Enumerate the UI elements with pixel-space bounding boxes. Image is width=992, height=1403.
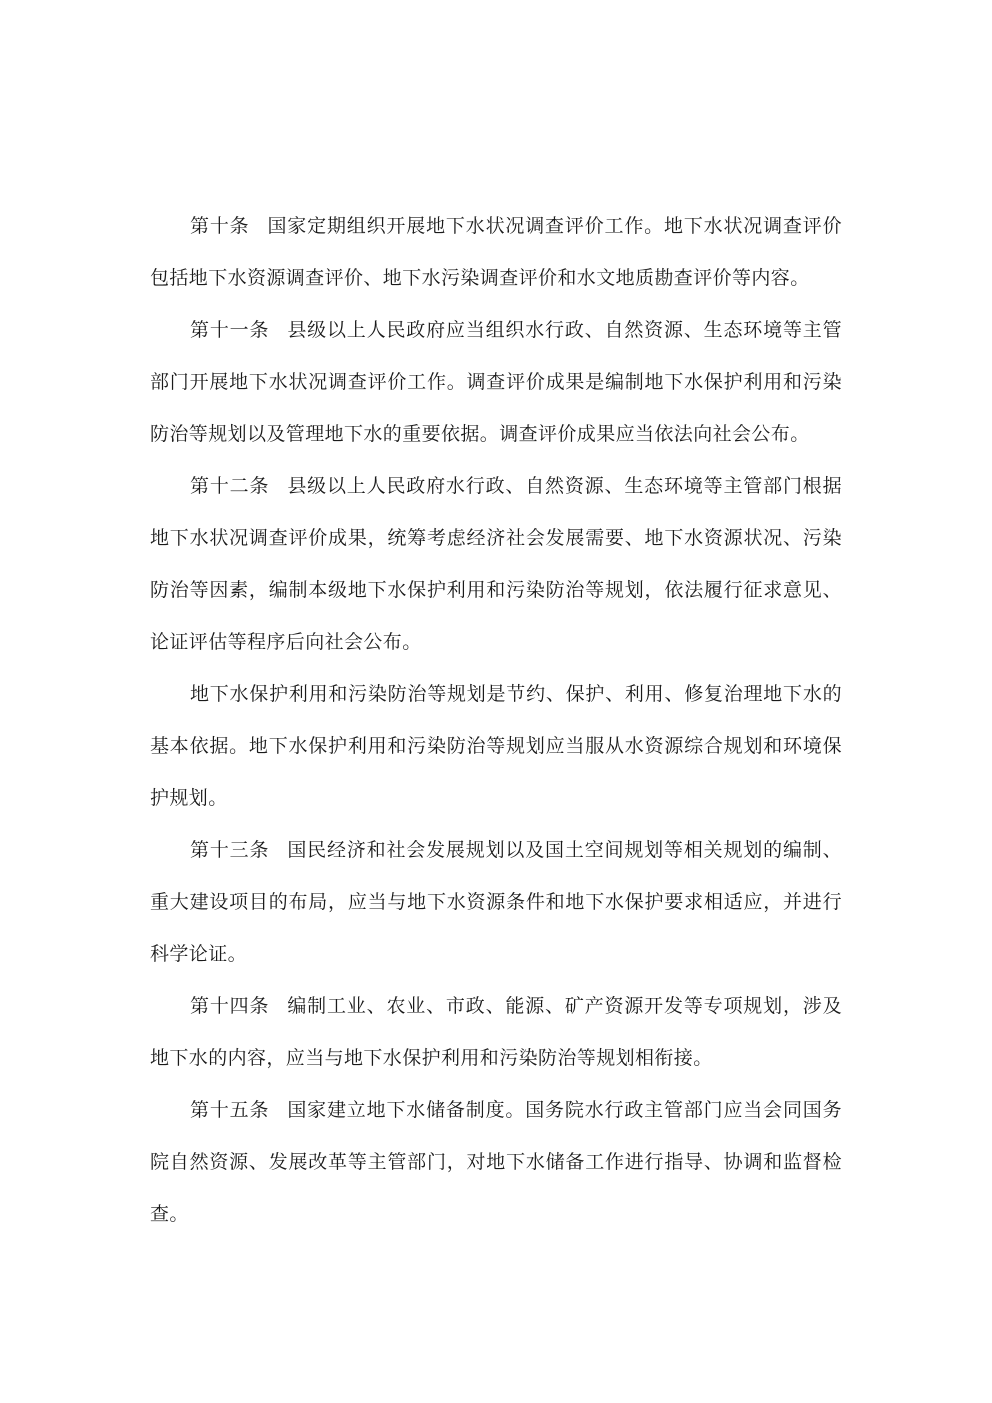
article-text: 国民经济和社会发展规划以及国土空间规划等相关规划的编制、重大建设项目的布局，应当与地下水资源条件和地下水保护要求相适应，并进行科学论证。 (150, 839, 842, 965)
article-text: 国家定期组织开展地下水状况调查评价工作。地下水状况调查评价包括地下水资源调查评价、地下水污染调查评价和水文地质勘查评价等内容。 (150, 215, 842, 289)
article-number: 第十五条 (190, 1099, 270, 1121)
paragraph-article-15 (150, 1084, 842, 1240)
article-text: 县级以上人民政府应当组织水行政、自然资源、生态环境等主管部门开展地下水状况调查评价工作。调查评价成果是编制地下水保护利用和污染防治等规划以及管理地下水的重要依据。调查评价成果应当依法向社会公布。 (150, 319, 842, 445)
paragraph-article-14 (150, 980, 842, 1084)
article-text: 编制工业、农业、市政、能源、矿产资源开发等专项规划，涉及地下水的内容，应当与地下水保护利用和污染防治等规划相衔接。 (150, 995, 842, 1069)
article-number: 第十二条 (190, 475, 270, 497)
document-body (150, 200, 842, 1240)
article-text: 县级以上人民政府水行政、自然资源、生态环境等主管部门根据地下水状况调查评价成果，统筹考虑经济社会发展需要、地下水资源状况、污染防治等因素，编制本级地下水保护利用和污染防治等规划，依法履行征求意见、论证评估等程序后向社会公布。 (150, 475, 842, 653)
article-number: 第十三条 (190, 839, 270, 861)
paragraph-article-11 (150, 304, 842, 460)
article-text: 地下水保护利用和污染防治等规划是节约、保护、利用、修复治理地下水的基本依据。地下水保护利用和污染防治等规划应当服从水资源综合规划和环境保护规划。 (150, 683, 842, 809)
paragraph-article-12-continued (150, 668, 842, 824)
article-number: 第十四条 (190, 995, 270, 1017)
paragraph-article-12 (150, 460, 842, 668)
paragraph-article-13 (150, 824, 842, 980)
article-text: 国家建立地下水储备制度。国务院水行政主管部门应当会同国务院自然资源、发展改革等主管部门，对地下水储备工作进行指导、协调和监督检查。 (150, 1099, 842, 1225)
article-number: 第十条 (190, 215, 250, 237)
paragraph-article-10 (150, 200, 842, 304)
article-number: 第十一条 (190, 319, 270, 341)
